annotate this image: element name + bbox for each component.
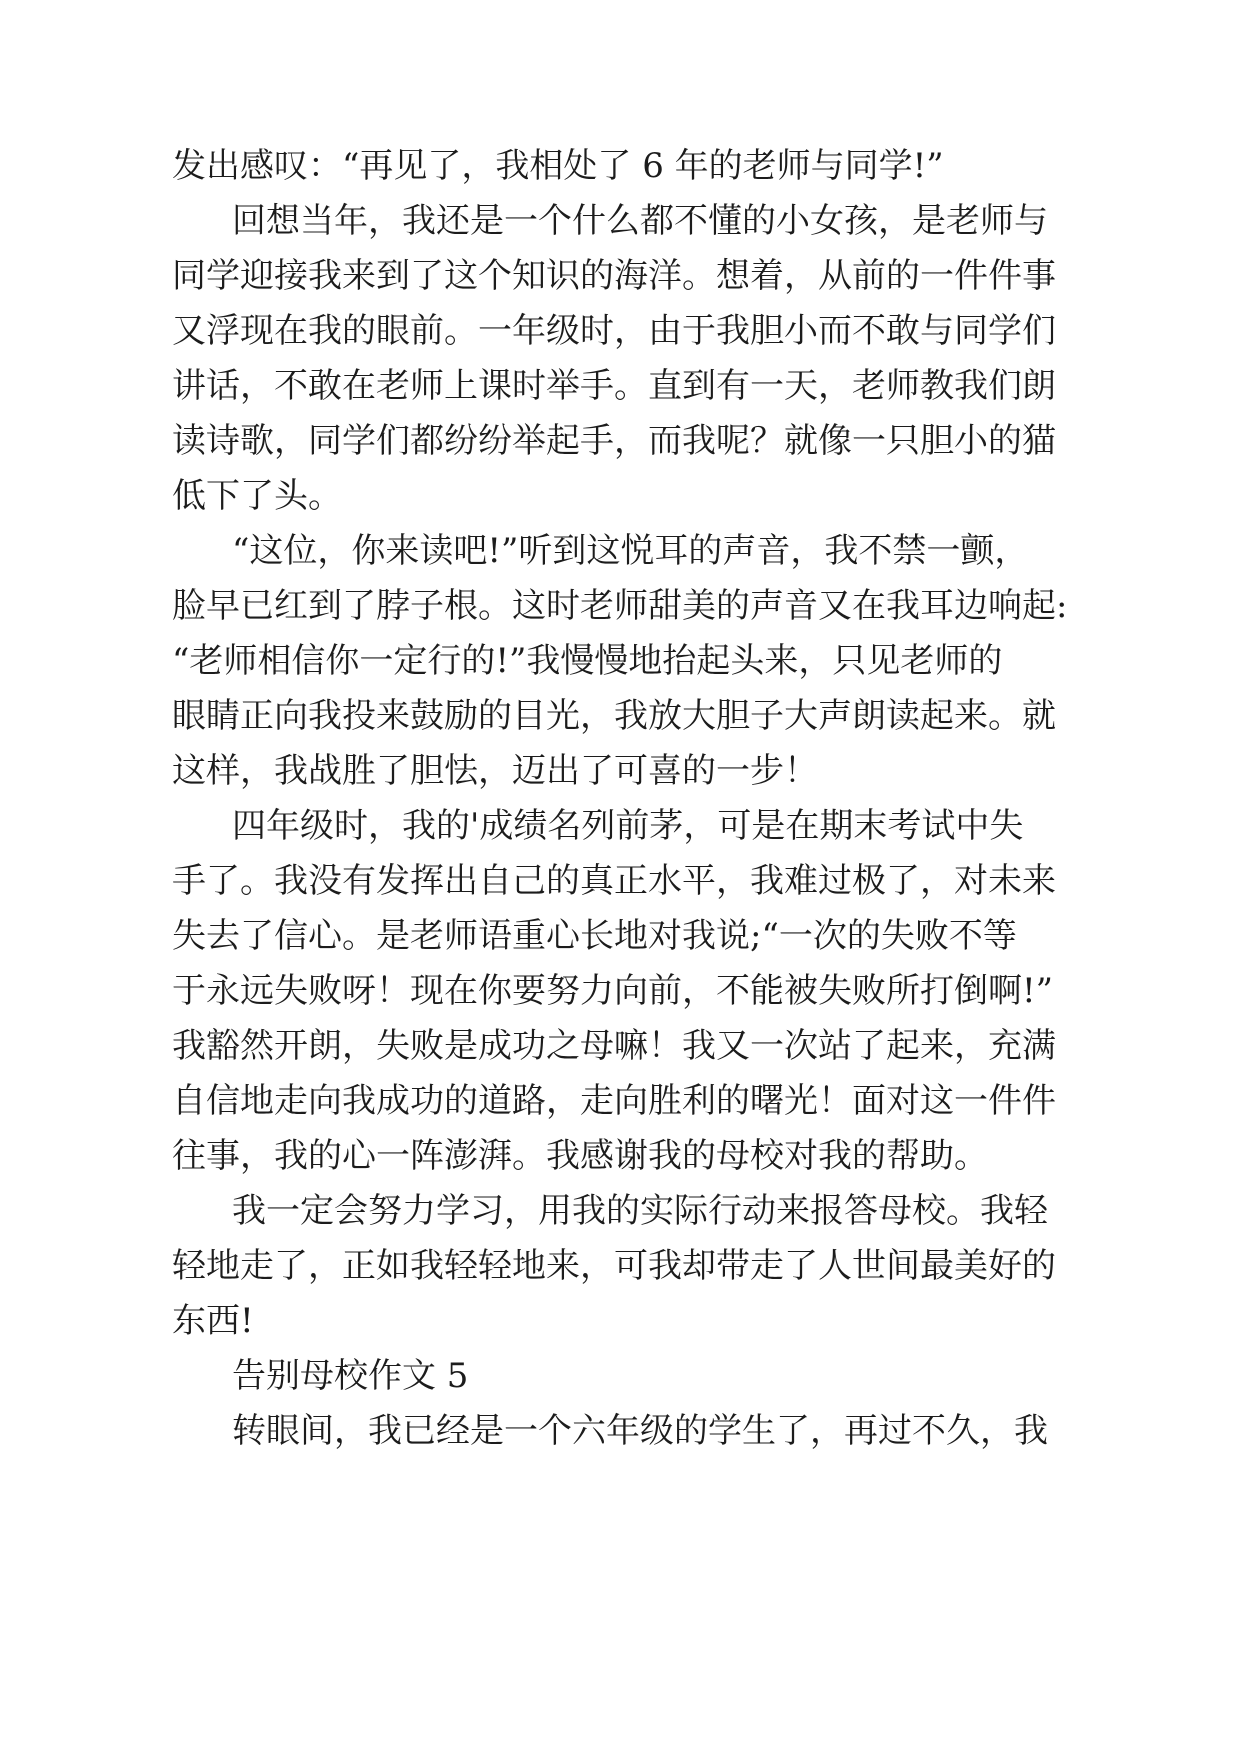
text-line: 往事，我的心一阵澎湃。我感谢我的母校对我的帮助。	[172, 1136, 988, 1176]
paragraph-first-line: 回想当年，我还是一个什么都不懂的小女孩，是老师与	[232, 201, 1048, 241]
text-line: 眼睛正向我投来鼓励的目光，我放大胆子大声朗读起来。就	[172, 696, 1056, 736]
text-line: 又浮现在我的眼前。一年级时，由于我胆小而不敢与同学们	[172, 311, 1056, 351]
text-line: 同学迎接我来到了这个知识的海洋。想着，从前的一件件事	[172, 256, 1056, 296]
paragraph-first-line: 四年级时，我的'成绩名列前茅，可是在期末考试中失	[232, 806, 1024, 846]
text-line: 我豁然开朗，失败是成功之母嘛！我又一次站了起来，充满	[172, 1026, 1056, 1066]
text-line: 东西!	[172, 1301, 254, 1341]
text-line: 失去了信心。是老师语重心长地对我说;“一次的失败不等	[172, 916, 1017, 956]
text-line: 低下了头。	[172, 476, 342, 516]
text-line: 自信地走向我成功的道路，走向胜利的曙光！面对这一件件	[172, 1081, 1056, 1121]
paragraph-first-line: 我一定会努力学习，用我的实际行动来报答母校。我轻	[232, 1191, 1048, 1231]
text-line: “老师相信你一定行的!”我慢慢地抬起头来，只见老师的	[172, 641, 1003, 681]
text-line: 这样，我战胜了胆怯，迈出了可喜的一步！	[172, 751, 818, 791]
text-line: 于永远失败呀！现在你要努力向前，不能被失败所打倒啊!”	[172, 971, 1054, 1011]
text-line: 轻地走了，正如我轻轻地来，可我却带走了人世间最美好的	[172, 1246, 1056, 1286]
paragraph-first-line: 转眼间，我已经是一个六年级的学生了，再过不久，我	[232, 1411, 1048, 1451]
text-line: 脸早已红到了脖子根。这时老师甜美的声音又在我耳边响起:	[172, 586, 1068, 626]
paragraph-first-line: “这位，你来读吧!”听到这悦耳的声音，我不禁一颤，	[232, 531, 1029, 571]
text-line: 发出感叹：“再见了，我相处了 6 年的老师与同学!”	[172, 146, 944, 186]
text-line: 手了。我没有发挥出自己的真正水平，我难过极了，对未来	[172, 861, 1056, 901]
text-line: 讲话，不敢在老师上课时举手。直到有一天，老师教我们朗	[172, 366, 1056, 406]
text-line: 读诗歌，同学们都纷纷举起手，而我呢？就像一只胆小的猫	[172, 421, 1056, 461]
section-heading: 告别母校作文 5	[232, 1356, 469, 1396]
